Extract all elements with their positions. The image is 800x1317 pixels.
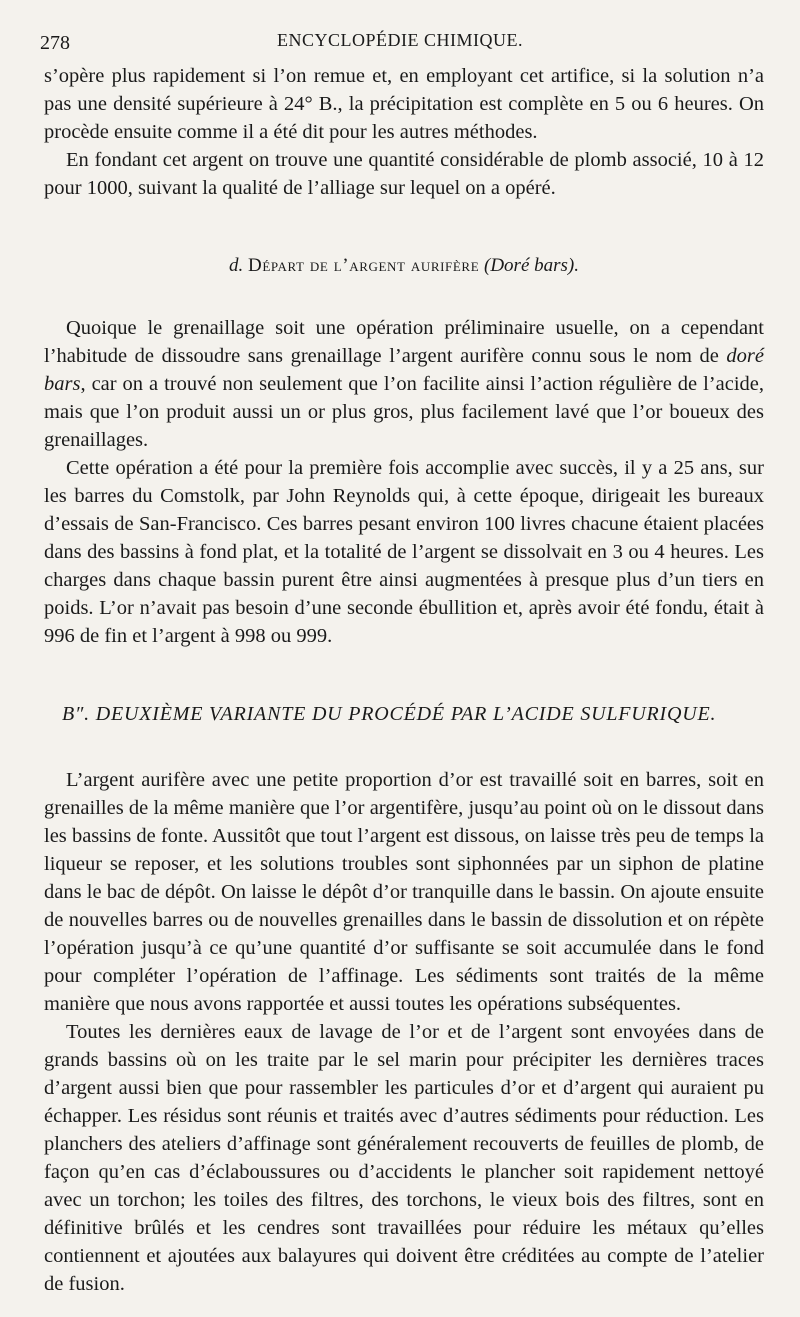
- section-letter: d.: [229, 255, 244, 276]
- section-heading-sulfuric: B″. DEUXIÈME VARIANTE DU PROCÉDÉ PAR L’ACIDE SULFURIQUE.: [62, 703, 717, 725]
- paragraph-dore-bars-2: Cette opération a été pour la première fois accomplie avec succès, il y a 25 ans, sur les barres du Comstolk, par John Reynolds qui, à cette époque, dirigeait les bureaux d’essais de San-Francisco. Ces barres pesant environ 100 livres chacune étaient placées dans des bassins à fond plat, et la totalité de l’argent se dissolvait en 3 ou 4 heures. Les charges dans chaque bassin purent être ainsi augmentées à presque plus d’un tiers en poids. L’or n’avait pas besoin d’une seconde ébullition et, après avoir été fondu, était à 996 de fin et l’argent à 998 ou 999.: [44, 457, 764, 647]
- italic-term: doré bars: [44, 345, 764, 395]
- running-head: [40, 30, 760, 56]
- text-run: , car on a trouvé non seulement que l’on facilite ainsi l’action régulière de l’acide, mais que l’on produit aussi un or plus gros, plus facilement lavé que l’or boueux des grenaillages.: [44, 373, 764, 451]
- page-body: [44, 62, 764, 1298]
- paragraph-lead-content: En fondant cet argent on trouve une quantité considérable de plomb associé, 10 à 12 pour 1000, suivant la qualité de l’alliage sur lequel on a opéré.: [44, 149, 764, 199]
- section-title: Départ de l’argent aurifère: [248, 255, 480, 276]
- text-run: Quoique le grenaillage soit une opération préliminaire usuelle, on a cependant l’habitude de dissoudre sans grenaillage l’argent aurifère connu sous le nom de: [44, 317, 764, 367]
- running-title: ENCYCLOPÉDIE CHIMIQUE.: [277, 30, 523, 50]
- paragraph-sulfuric-1: L’argent aurifère avec une petite proportion d’or est travaillé soit en barres, soit en grenailles de la même manière que l’or argentifère, jusqu’au point où on le dissout dans les bassins de fonte. Aussitôt que tout l’argent est dissous, on laisse très peu de temps la liqueur se reposer, et les solutions troubles sont siphonnées par un siphon de platine dans le bac de dépôt. On laisse le dépôt d’or tranquille dans le bassin. On ajoute ensuite de nouvelles barres ou de nouvelles grenailles dans le bassin de dissolution et on répète l’opération jusqu’à ce qu’une quantité d’or suffisante se soit accumulée dans le fond pour compléter l’opération de l’affinage. Les sédiments sont traités de la même manière que nous avons rapportée et aussi toutes les opérations subséquentes.: [44, 769, 764, 1015]
- section-heading-dore-bars: [44, 252, 764, 280]
- paragraph-sulfuric-2: Toutes les dernières eaux de lavage de l’or et de l’argent sont envoyées dans de grands bassins où on les traite par le sel marin pour précipiter les dernières traces d’argent aussi bien que pour rassembler les particules d’or et d’argent qui auraient pu échapper. Les résidus sont réunis et traités avec d’autres sédiments pour réduction. Les planchers des ateliers d’affinage sont généralement recouverts de feuilles de plomb, de façon qu’en cas d’éclaboussures ou d’accidents le plancher soit rapidement nettoyé avec un torchon; les toiles des filtres, des torchons, le vieux bois des filtres, sont en définitive brûlés et les cendres sont travaillées pour réduire les métaux qu’elles contiennent et ajoutées aux balayures qui doivent être créditées au compte de l’atelier de fusion.: [44, 1021, 764, 1295]
- section-subtitle: (Doré bars).: [484, 255, 579, 276]
- page-number: 278: [40, 32, 70, 54]
- paragraph-dore-bars-1: [44, 314, 764, 454]
- paragraph-continuation: s’opère plus rapidement si l’on remue et, en employant cet artifice, si la solution n’a pas une densité supérieure à 24° B., la précipitation est complète en 5 ou 6 heures. On procède ensuite comme il a été dit pour les autres méthodes.: [44, 65, 764, 143]
